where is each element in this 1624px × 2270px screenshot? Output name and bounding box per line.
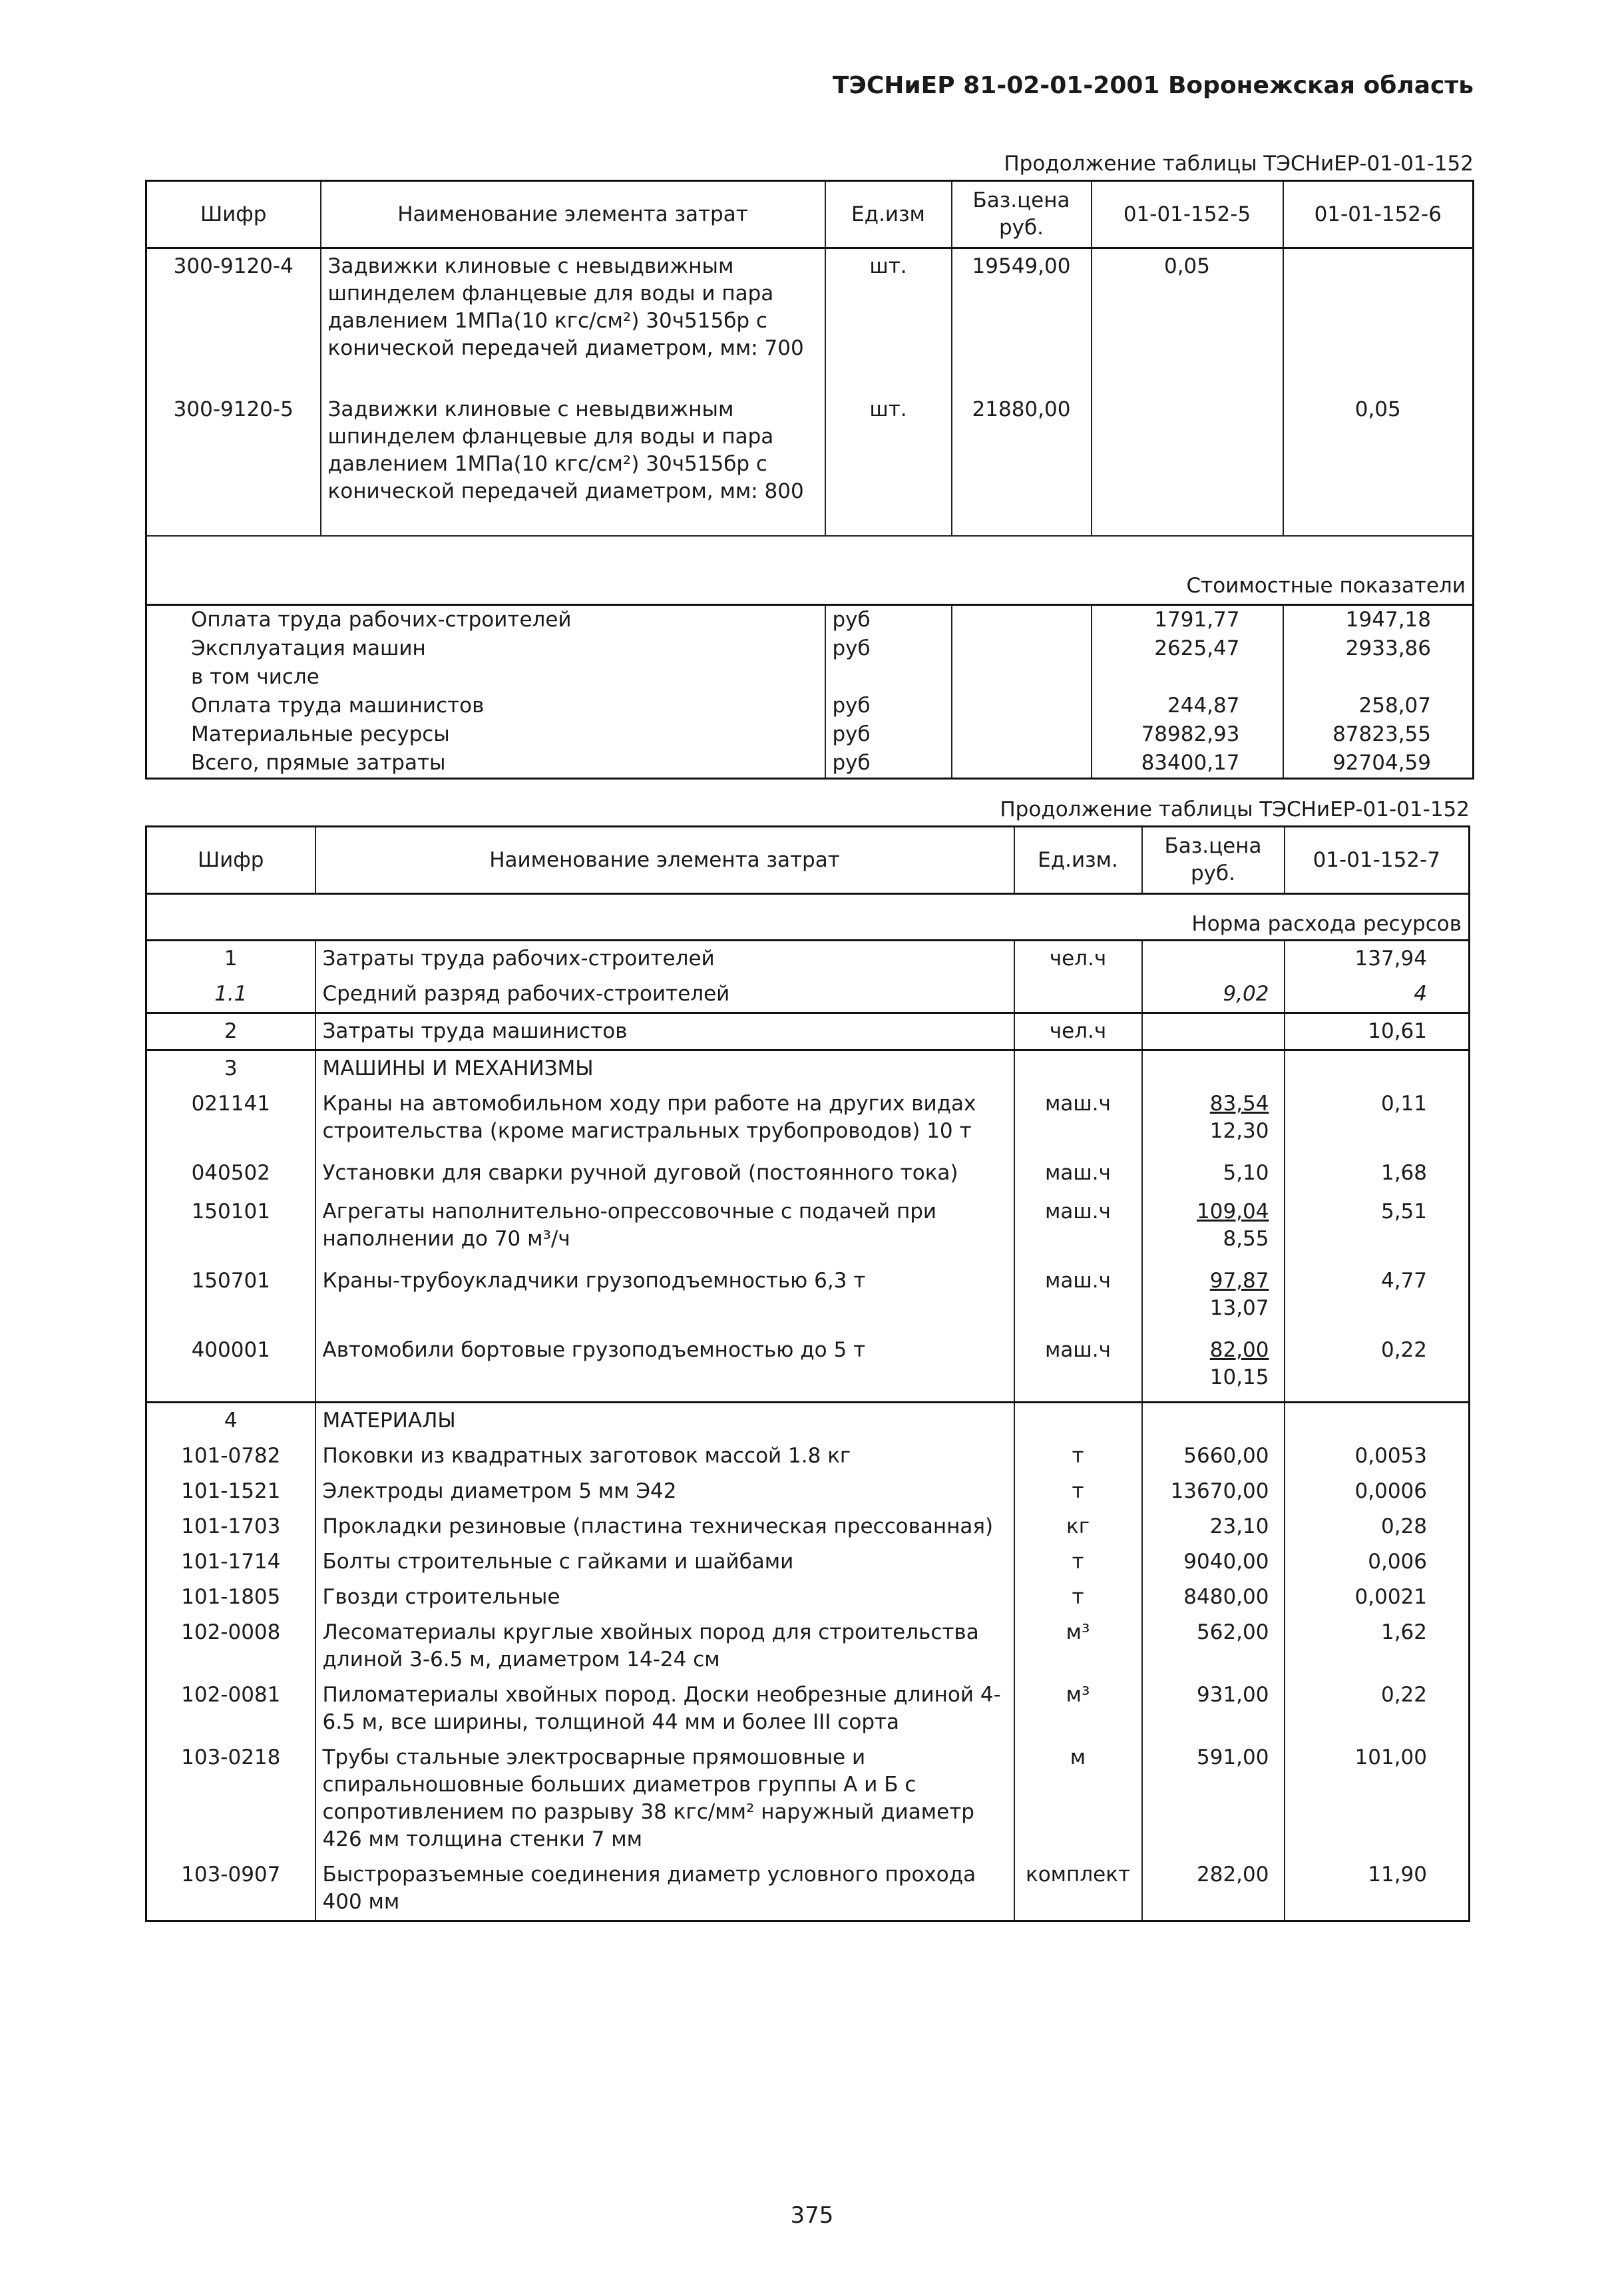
price-cell (1142, 1544, 1285, 1580)
price-value: 8480,00 (1183, 1584, 1269, 1609)
cost-unit: руб (825, 720, 952, 749)
price-cell (1142, 1086, 1285, 1156)
cost-label: Эксплуатация машин (146, 634, 825, 663)
unit-cell: шт. (825, 248, 952, 392)
table1-header-row (146, 181, 1474, 248)
unit-cell: т (1014, 1439, 1142, 1474)
cost-unit: руб (825, 634, 952, 663)
unit-cell: м³ (1014, 1678, 1142, 1740)
unit-cell: м³ (1014, 1615, 1142, 1678)
value-cell (1092, 392, 1283, 536)
table1-header-unit: Ед.изм (825, 181, 952, 248)
cost-label: Оплата труда рабочих-строителей (146, 604, 825, 634)
name-cell: Трубы стальные электросварные прямошовные и спиральношовные больших диаметров группы А и Б с сопротивлением по разрыву 38 кгс/мм² наружный диаметр 426 мм толщина стенки 7 мм (315, 1740, 1014, 1857)
cost-row (146, 604, 1474, 634)
price-value: 82,00 (1209, 1338, 1269, 1362)
table2-row (146, 1086, 1470, 1156)
name-cell: Задвижки клиновые с невыдвижным шпинделем фланцевые для воды и пара давлением 1МПа(10 кгс/см²) 30ч515бр с конической передачей диаметром, мм: 700 (321, 248, 825, 392)
code-cell: 101-1714 (146, 1544, 315, 1580)
code-cell: 101-1703 (146, 1509, 315, 1544)
price-value-secondary: 8,55 (1223, 1227, 1269, 1251)
table2-row (146, 1013, 1470, 1050)
unit-cell: комплект (1014, 1857, 1142, 1921)
table2-row (146, 1857, 1470, 1921)
code-cell: 103-0907 (146, 1857, 315, 1921)
unit-cell: шт. (825, 392, 952, 536)
cost-value: 2933,86 (1283, 634, 1474, 663)
table1-row (146, 392, 1474, 536)
price-cell (1142, 1740, 1285, 1857)
table2-row (146, 1402, 1470, 1439)
name-cell: Автомобили бортовые грузоподъемностью до 5 т (315, 1333, 1014, 1402)
name-cell: Лесоматериалы круглые хвойных пород для строительства длиной 3-6.5 м, диаметром 14-24 см (315, 1615, 1014, 1678)
code-cell: 1 (146, 941, 315, 977)
norm-value: 4 (1285, 977, 1470, 1013)
code-cell: 103-0218 (146, 1740, 315, 1857)
cost-label: Материальные ресурсы (146, 720, 825, 749)
name-cell: Быстроразъемные соединения диаметр условного прохода 400 мм (315, 1857, 1014, 1921)
cost-unit: руб (825, 604, 952, 634)
price-cell (1142, 1615, 1285, 1678)
value-cell: 0,05 (1283, 392, 1474, 536)
price-cell: 21880,00 (952, 392, 1092, 536)
table1-header-name: Наименование элемента затрат (321, 181, 825, 248)
code-cell: 101-0782 (146, 1439, 315, 1474)
table2-caption: Продолжение таблицы ТЭСНиЕР-01-01-152 (1000, 797, 1470, 821)
price-cell (1142, 1857, 1285, 1921)
price-cell: 19549,00 (952, 248, 1092, 392)
table2-row (146, 1439, 1470, 1474)
price-value: 23,10 (1209, 1514, 1269, 1538)
code-cell: 150701 (146, 1263, 315, 1333)
norm-value (1285, 1050, 1470, 1087)
cost-value: 92704,59 (1283, 749, 1474, 779)
name-cell: Прокладки резиновые (пластина техническая прессованная) (315, 1509, 1014, 1544)
price-cell (1142, 1402, 1285, 1439)
cost-empty (952, 634, 1092, 663)
table1-header-code: Шифр (146, 181, 321, 248)
code-cell: 2 (146, 1013, 315, 1050)
name-cell: Электроды диаметром 5 мм Э42 (315, 1474, 1014, 1509)
unit-cell: м (1014, 1740, 1142, 1857)
cost-empty (952, 749, 1092, 779)
table1-caption: Продолжение таблицы ТЭСНиЕР-01-01-152 (1004, 152, 1474, 176)
name-cell: Болты строительные с гайками и шайбами (315, 1544, 1014, 1580)
norm-value: 0,28 (1285, 1509, 1470, 1544)
document-header-title: ТЭСНиЕР 81-02-01-2001 Воронежская область (832, 72, 1474, 99)
table2-header-unit: Ед.изм. (1014, 827, 1142, 894)
price-cell (1142, 1580, 1285, 1615)
table2-row (146, 1156, 1470, 1194)
price-value: 562,00 (1197, 1620, 1269, 1644)
price-cell (1142, 1263, 1285, 1333)
unit-cell: т (1014, 1544, 1142, 1580)
cost-unit: руб (825, 692, 952, 720)
table1-header-price: Баз.цена руб. (952, 181, 1092, 248)
cost-value: 78982,93 (1092, 720, 1283, 749)
name-cell: Затраты труда машинистов (315, 1013, 1014, 1050)
norm-value: 1,68 (1285, 1156, 1470, 1194)
name-cell: Пиломатериалы хвойных пород. Доски необрезные длиной 4-6.5 м, все ширины, толщиной 44 мм и более III сорта (315, 1678, 1014, 1740)
table1-header-col6: 01-01-152-6 (1283, 181, 1474, 248)
table2-row (146, 1263, 1470, 1333)
cost-value (1283, 663, 1474, 692)
price-value: 9040,00 (1183, 1549, 1269, 1574)
price-value: 97,87 (1209, 1269, 1269, 1293)
code-cell: 400001 (146, 1333, 315, 1402)
norm-value: 5,51 (1285, 1194, 1470, 1263)
price-cell (1142, 1050, 1285, 1087)
unit-cell (1014, 1402, 1142, 1439)
unit-cell: маш.ч (1014, 1333, 1142, 1402)
name-cell: Средний разряд рабочих-строителей (315, 977, 1014, 1013)
norm-value: 0,0053 (1285, 1439, 1470, 1474)
unit-cell: маш.ч (1014, 1086, 1142, 1156)
cost-value: 1791,77 (1092, 604, 1283, 634)
code-cell: 150101 (146, 1194, 315, 1263)
price-cell (1142, 1333, 1285, 1402)
table2-row (146, 1580, 1470, 1615)
price-cell (1142, 941, 1285, 977)
price-cell (1142, 1474, 1285, 1509)
unit-cell: чел.ч (1014, 1013, 1142, 1050)
cost-value: 1947,18 (1283, 604, 1474, 634)
price-cell (1142, 1509, 1285, 1544)
table2-row (146, 1050, 1470, 1087)
price-value: 5,10 (1223, 1161, 1269, 1185)
cost-value: 2625,47 (1092, 634, 1283, 663)
price-value-secondary: 13,07 (1209, 1296, 1269, 1320)
cost-value: 244,87 (1092, 692, 1283, 720)
price-value: 109,04 (1197, 1200, 1269, 1224)
table2-row (146, 977, 1470, 1013)
unit-cell: маш.ч (1014, 1194, 1142, 1263)
cost-empty (952, 663, 1092, 692)
table2-row (146, 1678, 1470, 1740)
price-cell (1142, 977, 1285, 1013)
table2-row (146, 1509, 1470, 1544)
price-value: 282,00 (1197, 1862, 1269, 1887)
price-cell (1142, 1678, 1285, 1740)
table2-header-price: Баз.цена руб. (1142, 827, 1285, 894)
name-cell: Краны-трубоукладчики грузоподъемностью 6,3 т (315, 1263, 1014, 1333)
code-cell: 102-0081 (146, 1678, 315, 1740)
price-value: 591,00 (1197, 1745, 1269, 1769)
price-cell (1142, 1013, 1285, 1050)
code-cell: 300-9120-4 (146, 248, 321, 392)
cost-row (146, 692, 1474, 720)
unit-cell: маш.ч (1014, 1156, 1142, 1194)
unit-cell: т (1014, 1580, 1142, 1615)
norm-value: 0,22 (1285, 1678, 1470, 1740)
norm-title-row (146, 894, 1470, 941)
price-cell (1142, 1439, 1285, 1474)
price-value: 5660,00 (1183, 1443, 1269, 1468)
name-cell: Краны на автомобильном ходу при работе на других видах строительства (кроме магистральных трубопроводов) 10 т (315, 1086, 1014, 1156)
table2-header-col7: 01-01-152-7 (1285, 827, 1470, 894)
price-cell (1142, 1156, 1285, 1194)
norm-value: 137,94 (1285, 941, 1470, 977)
cost-label: Оплата труда машинистов (146, 692, 825, 720)
norm-value: 10,61 (1285, 1013, 1470, 1050)
price-value-secondary: 12,30 (1209, 1119, 1269, 1143)
code-cell: 040502 (146, 1156, 315, 1194)
cost-value: 258,07 (1283, 692, 1474, 720)
cost-empty (952, 692, 1092, 720)
cost-row (146, 634, 1474, 663)
cost-unit: руб (825, 749, 952, 779)
norm-value: 11,90 (1285, 1857, 1470, 1921)
code-cell: 3 (146, 1050, 315, 1087)
table1-header-col5: 01-01-152-5 (1092, 181, 1283, 248)
code-cell: 101-1805 (146, 1580, 315, 1615)
table1-row (146, 248, 1474, 392)
price-value-secondary: 10,15 (1209, 1365, 1269, 1389)
price-value: 9,02 (1223, 982, 1269, 1006)
name-cell: МАШИНЫ И МЕХАНИЗМЫ (315, 1050, 1014, 1087)
code-cell: 300-9120-5 (146, 392, 321, 536)
price-value: 931,00 (1197, 1682, 1269, 1707)
table2-row (146, 1333, 1470, 1402)
cost-row (146, 749, 1474, 779)
cost-label: Всего, прямые затраты (146, 749, 825, 779)
unit-cell: т (1014, 1474, 1142, 1509)
cost-empty (952, 720, 1092, 749)
cost-section-header-row (146, 536, 1474, 605)
unit-cell (1014, 977, 1142, 1013)
name-cell: Установки для сварки ручной дуговой (постоянного тока) (315, 1156, 1014, 1194)
table2-header-name: Наименование элемента затрат (315, 827, 1014, 894)
norm-value (1285, 1402, 1470, 1439)
name-cell: МАТЕРИАЛЫ (315, 1402, 1014, 1439)
norm-value: 0,006 (1285, 1544, 1470, 1580)
table2-row (146, 1194, 1470, 1263)
norm-value: 1,62 (1285, 1615, 1470, 1678)
price-cell (1142, 1194, 1285, 1263)
cost-label: в том числе (146, 663, 825, 692)
value-cell (1283, 248, 1474, 392)
norm-value: 101,00 (1285, 1740, 1470, 1857)
code-cell: 102-0008 (146, 1615, 315, 1678)
table2-row (146, 1740, 1470, 1857)
cost-value (1092, 663, 1283, 692)
page-number: 375 (790, 2202, 834, 2229)
code-cell: 1.1 (146, 977, 315, 1013)
norm-title: Норма расхода ресурсов (146, 894, 1470, 941)
cost-section-title: Стоимостные показатели (146, 536, 1474, 605)
name-cell: Затраты труда рабочих-строителей (315, 941, 1014, 977)
unit-cell: чел.ч (1014, 941, 1142, 977)
cost-value: 83400,17 (1092, 749, 1283, 779)
table2 (145, 825, 1470, 1922)
norm-value: 0,0021 (1285, 1580, 1470, 1615)
table2-row (146, 1615, 1470, 1678)
table2-header-row (146, 827, 1470, 894)
code-cell: 021141 (146, 1086, 315, 1156)
cost-row (146, 720, 1474, 749)
cost-row (146, 663, 1474, 692)
unit-cell: маш.ч (1014, 1263, 1142, 1333)
table2-row (146, 941, 1470, 977)
norm-value: 0,22 (1285, 1333, 1470, 1402)
norm-value: 4,77 (1285, 1263, 1470, 1333)
cost-value: 87823,55 (1283, 720, 1474, 749)
code-cell: 101-1521 (146, 1474, 315, 1509)
table2-row (146, 1544, 1470, 1580)
unit-cell (1014, 1050, 1142, 1087)
norm-value: 0,0006 (1285, 1474, 1470, 1509)
value-cell: 0,05 (1092, 248, 1283, 392)
name-cell: Агрегаты наполнительно-опрессовочные с подачей при наполнении до 70 м³/ч (315, 1194, 1014, 1263)
code-cell: 4 (146, 1402, 315, 1439)
name-cell: Гвозди строительные (315, 1580, 1014, 1615)
name-cell: Задвижки клиновые с невыдвижным шпинделем фланцевые для воды и пара давлением 1МПа(10 кгс/см²) 30ч515бр с конической передачей диаметром, мм: 800 (321, 392, 825, 536)
table2-row (146, 1474, 1470, 1509)
cost-empty (952, 604, 1092, 634)
price-value: 83,54 (1209, 1092, 1269, 1116)
price-value: 13670,00 (1170, 1478, 1269, 1503)
unit-cell: кг (1014, 1509, 1142, 1544)
table1 (145, 180, 1474, 780)
name-cell: Поковки из квадратных заготовок массой 1.8 кг (315, 1439, 1014, 1474)
cost-unit (825, 663, 952, 692)
table2-header-code: Шифр (146, 827, 315, 894)
norm-value: 0,11 (1285, 1086, 1470, 1156)
